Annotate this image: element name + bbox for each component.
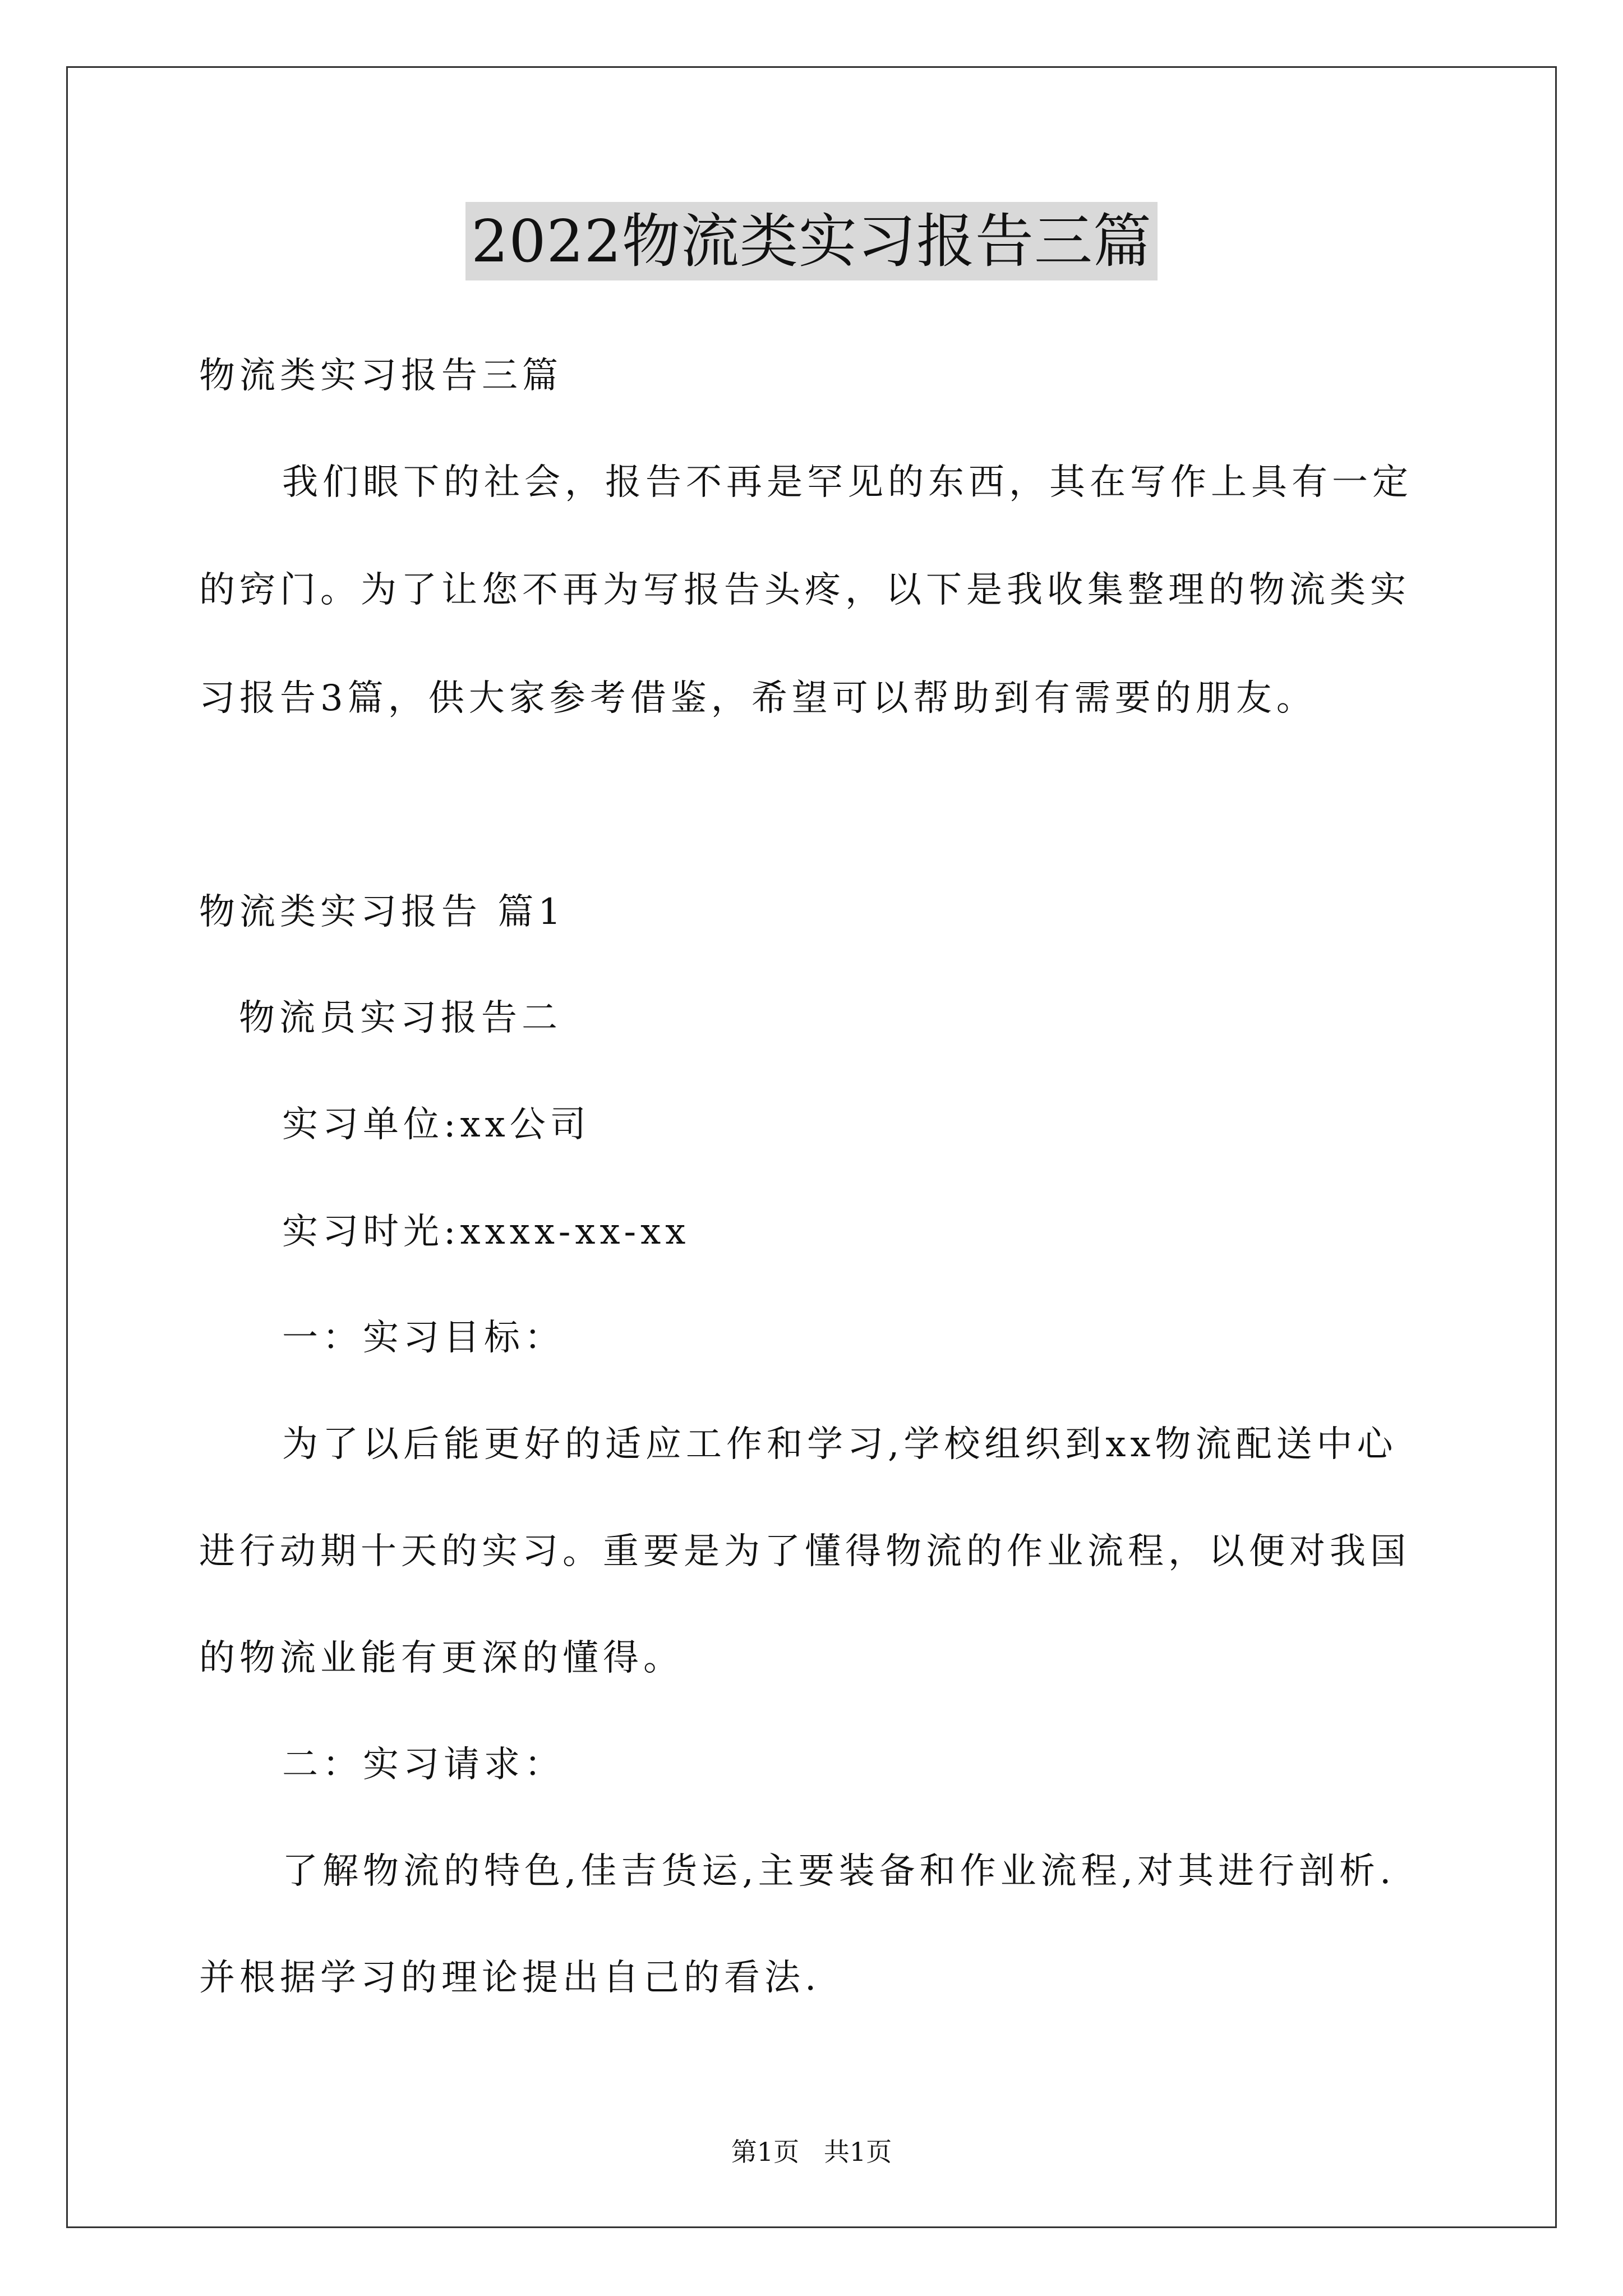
info-line-time: 实习时光:xxxx-xx-xx bbox=[282, 1211, 690, 1253]
paragraph-line: 习报告3篇，供大家参考借鉴，希望可以帮助到有需要的朋友。 bbox=[199, 678, 1317, 719]
paragraph-line: 为了以后能更好的适应工作和学习,学校组织到xx物流配送中心 bbox=[282, 1424, 1398, 1465]
page-footer: 第1页 共1页 bbox=[731, 2137, 892, 2167]
title-container bbox=[0, 202, 1623, 280]
paragraph-line: 的窍门。为了让您不再为写报告头疼，以下是我收集整理的物流类实 bbox=[199, 569, 1410, 611]
section-label-goal: 一：实习目标： bbox=[282, 1317, 565, 1359]
section-label-request: 二：实习请求： bbox=[282, 1744, 565, 1786]
paragraph-line: 了解物流的特色,佳吉货运,主要装备和作业流程,对其进行剖析. bbox=[282, 1851, 1396, 1892]
paragraph-line: 我们眼下的社会，报告不再是罕见的东西，其在写作上具有一定 bbox=[282, 462, 1413, 503]
section-heading: 物流类实习报告 篇1 bbox=[199, 891, 566, 933]
document-title: 2022物流类实习报告三篇 bbox=[465, 202, 1158, 280]
subtitle-line: 物流类实习报告三篇 bbox=[199, 355, 562, 397]
paragraph-line: 进行动期十天的实习。重要是为了懂得物流的作业流程，以便对我国 bbox=[199, 1531, 1410, 1572]
paragraph-line: 并根据学习的理论提出自己的看法. bbox=[199, 1957, 821, 1999]
info-line-unit: 实习单位:xx公司 bbox=[282, 1104, 591, 1145]
sub-heading: 物流员实习报告二 bbox=[239, 997, 562, 1039]
paragraph-line: 的物流业能有更深的懂得。 bbox=[199, 1637, 684, 1679]
